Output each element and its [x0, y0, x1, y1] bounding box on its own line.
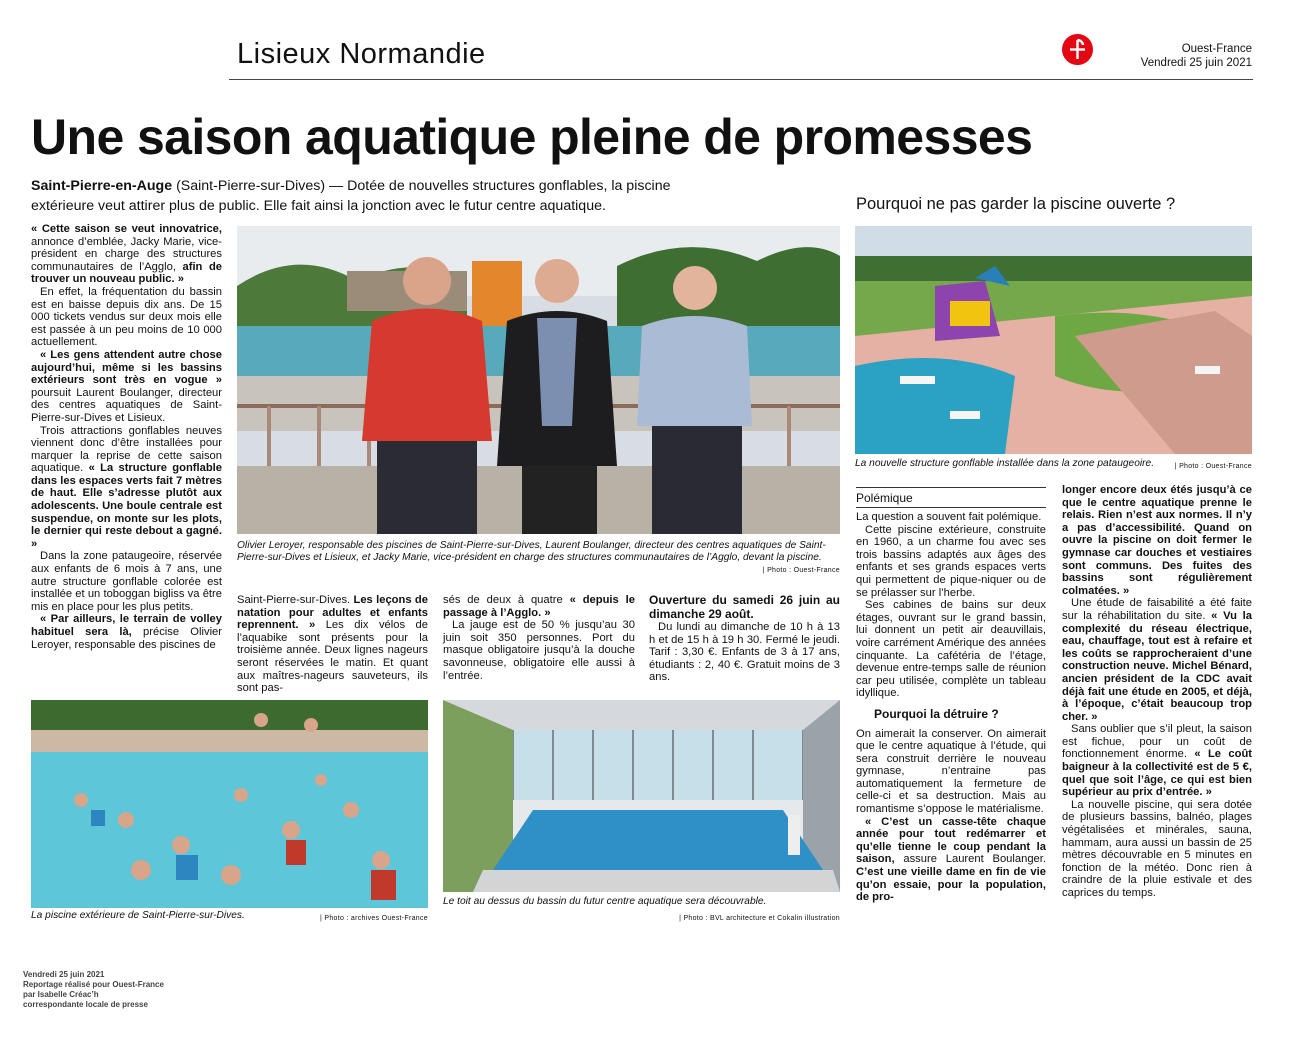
sidebar-column-1: La question a souvent fait polémique. Cette piscine extérieure, construite en 1960, a un charme fou avec ses trois bassins adaptés aux âges des enfants et ses grands espaces verts qui permettent de pique-niquer ou de se prélasser sur l’herbe. Ses cabines de bains sur deux étages, ouvrant sur le grand bassin, lui donnent un petit air deauvillais, voire carrément Amérique des années cinquante. La cafétéria de l’étage, devenue entre-temps salle de réunion car peu utilisée, complète un tableau idyllique. Pourquoi la détruire ? On aimerait la conserver. On aimerait que le centre aquatique à l’étude, qui sera construit derrière le nouveau gymnase, n’entraine pas automatiquement la fermeture de celle-ci et sa destruction. Mais au romantisme s’oppose le matérialisme. « C’est un casse-tête chaque année pour tout redémarrer et qu’elle tienne le coup pendant la saison, assure Laurent Boulanger. C’est une vieille dame en fin de vie qu’on essaie, pour la population, de pro-	[856, 511, 1046, 904]
section-detruire: Pourquoi la détruire ?	[874, 706, 999, 721]
sidebar-photo	[855, 226, 1252, 454]
center-rendering-credit: | Photo : BVL architecture et Cokalin illustration	[679, 915, 840, 922]
pool-photo-image	[31, 700, 428, 908]
pool-photo-credit: | Photo : archives Ouest-France	[320, 915, 428, 922]
article-column-2: Saint-Pierre-sur-Dives. Les leçons de natation pour adultes et enfants reprennent. » Les dix vélos de l’aquabike sont présents pour la troisième année. Deux lignes nageurs seront réservées le matin. Et quant aux maîtres-nageurs sauveteurs, ils sont pas-	[237, 594, 428, 695]
center-rendering-caption: Le toit au dessus du bassin du futur centre aquatique sera découvrable.	[443, 896, 767, 907]
center-rendering-image	[443, 700, 840, 892]
article-lead	[31, 176, 731, 216]
article-column-3: sés de deux à quatre « depuis le passage à l’Agglo. » La jauge est de 50 % jusqu’au 30 juin soit 350 personnes. Port du masque obligatoire jusqu’à la douche savonneuse, obligatoire elle aussi à l’entrée.	[443, 594, 635, 682]
main-photo-caption: Olivier Leroyer, responsable des piscines de Saint-Pierre-sur-Dives, Laurent Boulanger, directeur des centres aquatiques de Saint-Pierre-sur-Dives et Lisieux, et Jacky Marie, vice-président en charge des structures communautaires de l’Agglo, devant la piscine. | Photo : Ouest-France	[237, 540, 840, 577]
issue-date: Vendredi 25 juin 2021	[1140, 57, 1252, 69]
article-headline: Une saison aquatique pleine de promesses	[31, 109, 1033, 165]
center-rendering-photo	[443, 700, 840, 892]
article-column-4: Ouverture du samedi 26 juin au dimanche 29 août. Du lundi au dimanche de 10 h à 13 h et de 15 h à 19 h 30. Fermé le jeudi. Tarif : 3,30 €. Enfants de 3 à 17 ans, étudiants : 2, 40 €. Gratuit moins de 3 ans.	[649, 593, 840, 684]
section-polemique: Polémique	[856, 487, 1046, 508]
article-column-1: « Cette saison se veut innovatrice, annonce d’emblée, Jacky Marie, vice-président en charge des structures communautaires de l’Agglo, afin de trouver un nouveau public. » En effet, la fréquentation du bassin est en baisse depuis dix ans. De 15 000 tickets vendus sur deux mois elle est passée à un peu moins de 10 000 actuellement. « Les gens attendent autre chose aujourd’hui, même si les bassins extérieurs sont très en vogue » poursuit Laurent Boulanger, directeur des centres aquatiques de Saint-Pierre-sur-Dives et Lisieux. Trois attractions gonflables neuves viennent donc d’être installées pour marquer la reprise de cette saison aquatique. « La structure gonflable dans les espaces verts fait 7 mètres de haut. Elle s’adresse plutôt aux adolescents. Une boule centrale est suspendue, on monte sur les plots, le dernier qui reste debout a gagné. » Dans la zone pataugeoire, réservée aux enfants de 6 mois à 7 ans, une autre structure gonflable colorée est installée et un toboggan bigliss va être mis en place pour les plus petits. « Par ailleurs, le terrain de volley habituel sera là, précise Olivier Leroyer, responsable des piscines de	[31, 223, 223, 651]
sidebar-column-2: longer encore deux étés jusqu’à ce que le centre aquatique prenne le relais. Rien n’est aux normes. Il n’y a pas d’accessibilité. Quand on ouvre la piscine on doit fermer le gymnase car douches et vestiaires sont communs. Des fuites des bassins sont régulièrement colmatées. » Une étude de faisabilité a été faite sur la réhabilitation du site. « Vu la complexité du réseau électrique, eau, chauffage, tout est à refaire et les coûts se rapprocheraient d’une construction neuve. Michel Bénard, ancien président de la CDC avait déjà fait une étude en 2005, et déjà, à l’époque, c’était beaucoup trop cher. » Sans oublier que s’il pleut, la saison est fichue, pour un coût de fonctionnement énorme. « Le coût baigneur à la collectivité est de 5 €, quel que soit l’âge, ce qui est bien supérieur au prix d’entrée. » La nouvelle piscine, qui sera dotée de plusieurs bassins, balnéo, plages végétalisées et minérales, sauna, hammam, aura aussi un bassin de 25 mètres découvrable en 5 minutes en fonction de la météo. Donc rien à craindre de la pluie estivale et des caprices du temps.	[1062, 484, 1252, 899]
main-photo-credit: | Photo : Ouest-France	[762, 566, 840, 574]
pool-photo	[31, 700, 428, 908]
lead-text: (Saint-Pierre-sur-Dives) — Dotée de nouvelles structures gonflables, la piscine extérieure veut attirer plus de public. Elle fait ainsi la jonction avec le futur centre aquatique.	[31, 178, 671, 214]
sidebar-photo-image	[855, 226, 1252, 454]
sidebar-photo-caption: La nouvelle structure gonflable installée dans la zone pataugeoire.	[855, 458, 1155, 469]
masthead-info	[1141, 42, 1252, 70]
main-photo-image	[237, 226, 840, 534]
sidebar-photo-credit: | Photo : Ouest-France	[1174, 463, 1252, 470]
pool-photo-caption: La piscine extérieure de Saint-Pierre-sur-Dives.	[31, 910, 245, 921]
main-photo	[237, 226, 840, 534]
sidebar-title: Pourquoi ne pas garder la piscine ouverte ?	[856, 195, 1176, 213]
header-rule	[229, 79, 1253, 80]
brand-name: Ouest-France	[1181, 43, 1252, 55]
rubric-title: Lisieux Normandie	[237, 38, 486, 70]
lead-place: Saint-Pierre-en-Auge	[31, 178, 173, 194]
ouest-france-logo-icon	[1062, 34, 1093, 65]
reporter-credit: Vendredi 25 juin 2021 Reportage réalisé pour Ouest-France par Isabelle Créac’h correspondante locale de presse	[23, 970, 164, 1009]
